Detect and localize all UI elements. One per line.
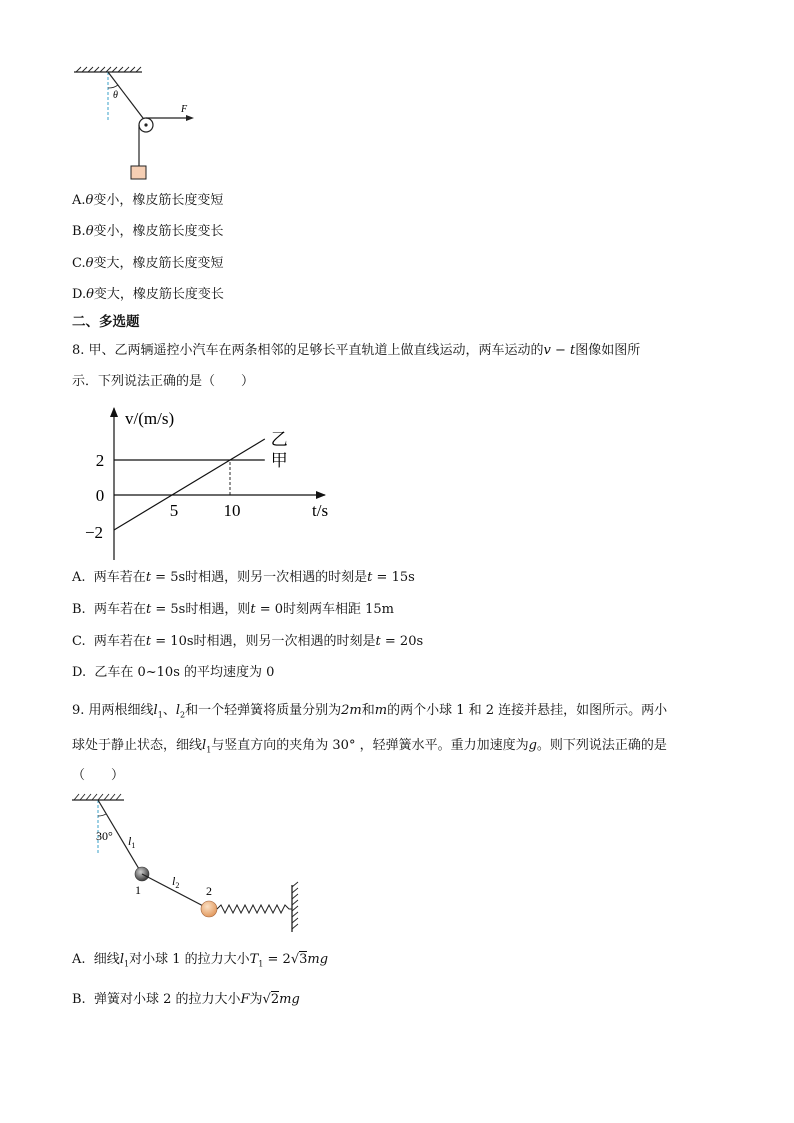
ball-2 [201,901,217,917]
theta-label: θ [113,90,118,101]
q8-option-c[interactable]: C. 两车若在t = 10s时相遇，则另一次相遇的时刻是t = 20s [72,634,424,649]
q8-option-b[interactable]: B. 两车若在t = 5s时相遇，则t = 0时刻两车相距 15m [72,602,395,617]
x-tick-5: 5 [169,501,179,520]
x-tick-10: 10 [223,501,241,520]
vt-chart [80,402,350,567]
q9-stem-line1: 9. 用两根细线$l_1$、$l_2$和一个轻弹簧将质量分别为2m和m的两个小球 1 和 2 连接并悬挂，如图所示。两小 [72,703,668,720]
y-tick-2: 2 [95,451,105,470]
sqrt-symbol: √ [290,952,300,967]
q7-figure [66,60,206,185]
series-yi-label: 乙 [270,430,288,449]
force-label: F [181,104,188,115]
q7-option-c[interactable]: C.θ变大，橡皮筋长度变短 [72,256,224,271]
series-yi-line [114,439,265,530]
q7-option-d[interactable]: D.θ变大，橡皮筋长度变长 [72,287,224,302]
q9-stem-line2: 球处于静止状态，细线$l_1$与竖直方向的夹角为 30° ，轻弹簧水平。重力加速度为g。则下列说法正确的是 [72,738,667,755]
ball-1-label: 1 [135,883,141,897]
spring [217,905,292,913]
q9-figure [66,790,316,935]
q9-option-a[interactable]: A. 细线$l_1$对小球 1 的拉力大小$T_1 = 2√3mg$ [72,952,329,969]
q8-stem-line2: 示．下列说法正确的是（ ） [72,374,255,389]
sqrt-symbol: √ [262,992,271,1007]
q8-option-a[interactable]: A. 两车若在t = 5s时相遇，则另一次相遇的时刻是t = 15s [72,570,415,585]
q8-stem-line1: 8. 甲、乙两辆遥控小汽车在两条相邻的足够长平直轨道上做直线运动，两车运动的v − t图像如图所 [72,343,641,358]
q7-option-b[interactable]: B.θ变小，橡皮筋长度变长 [72,224,224,239]
y-tick-0: 0 [95,486,105,505]
q7-option-a[interactable]: A.θ变小，橡皮筋长度变短 [72,193,224,208]
ball-2-label: 2 [206,884,212,898]
x-axis-label: t/s [312,501,329,520]
section-heading: 二、多选题 [72,314,140,330]
y-tick-neg2: −2 [84,523,104,542]
q8-option-d[interactable]: D. 乙车在 0~10s 的平均速度为 0 [72,665,275,680]
angle-label: 30° [96,829,113,843]
l2-label: $l_2$ [172,874,180,890]
series-jia-label: 甲 [270,451,288,470]
q9-option-b[interactable]: B. 弹簧对小球 2 的拉力大小F为√2mg [72,992,300,1007]
l1-label: $l_1$ [128,834,136,850]
y-axis-label: v/(m/s) [125,409,175,428]
q9-stem-line3: （ ） [72,768,125,783]
